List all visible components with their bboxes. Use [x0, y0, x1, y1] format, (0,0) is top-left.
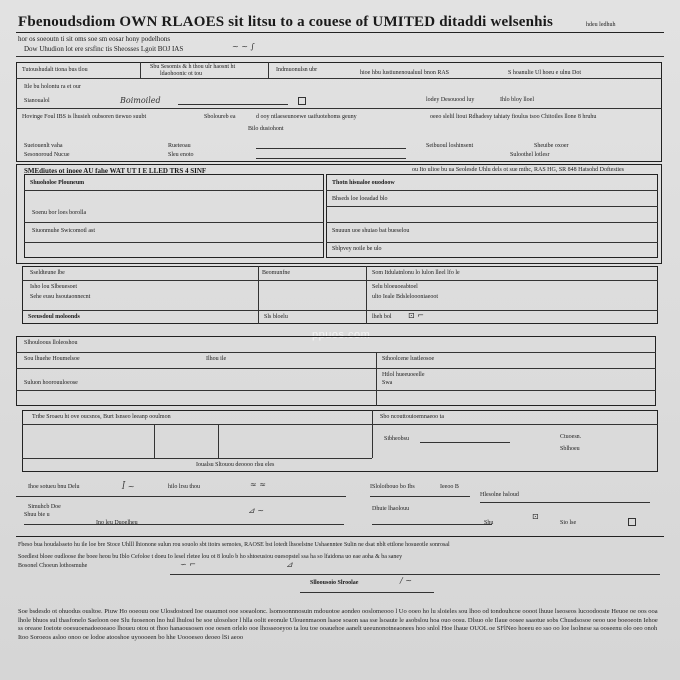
s2-r4: Sblpvey noile be ulo [332, 246, 382, 252]
form-subtitle-2: Dow Uhudion lot ere srsfinc tis Sheosses Lgoit BOJ IAS [24, 45, 184, 53]
s4-l2: Sou lhuehe Houmelsoe [24, 356, 80, 362]
s3-check-mark: ⊡ ⌐ [408, 311, 424, 320]
s1-divider-1 [16, 78, 662, 79]
s5-foot: Ioualsu Sltouou deoooo rlsu eles [196, 462, 275, 468]
s5-title: Tribe Sroaeu ht ove oucsnos, Burt Isnseo leeanp ooulmon [32, 414, 171, 420]
s2-r-div-2 [326, 206, 658, 207]
sig-checkbox[interactable] [628, 518, 636, 526]
s1-row5-right: Seibuoul loshinsent [426, 143, 474, 149]
sig-a1: Ihoe sotueu bnu Delu [28, 484, 80, 490]
form-subtitle-1: hor os soeoutn ti sit oms soe sm eosar hony podelhons [18, 35, 171, 43]
s3-div-1 [22, 280, 658, 281]
s2-banner: SMEdiutes ot inoee AU fahe WAT UT I E LLED TRS 4 SINF [24, 167, 207, 175]
s1-row5-mid: Rueteoau [168, 143, 191, 149]
s2-r1: Thotn hisualoe ouodoow [332, 180, 395, 186]
notice-sign-line [300, 592, 434, 593]
s1-row5-left2: Sesonoroud Nucue [24, 152, 70, 158]
s4-m2: Suluon hoorouuloeose [24, 380, 78, 386]
s5-vline-3 [372, 410, 373, 458]
notice-line-2: Soedlest bloee oudloose ihe boee heou bu Iblo Cefoloe t doeu Io lesel rletee lou ot 8 loulo b ho shtoeusiou ouesopstel ssa ha so lfaidona uo eae aoha & ba saney [18, 554, 403, 560]
s3-vline-2 [366, 266, 367, 324]
s1-row1-mid: Sbu Sesomis & h thou ulr haosnt ht [150, 64, 236, 70]
sig-b2: Ieeoo B [440, 484, 459, 490]
s1-row1-far: S hoanulie Ul hoeu e ulnu Dot [508, 70, 581, 76]
sig-c1: Simuhcb Doe [28, 504, 61, 510]
s1-row5-mid2: Sleu enoto [168, 152, 194, 158]
s2-l-div-3 [24, 242, 324, 243]
s4-r3: Swa [382, 380, 393, 386]
s3-div-2 [22, 310, 658, 311]
s5-rr1: Ctuoesn. [560, 434, 582, 440]
s1-row3-right: lodey Desouood luy [426, 97, 475, 103]
s5-div-2 [22, 458, 372, 459]
sig-mark-b: ≈ ≈ [250, 480, 266, 489]
notice-paragraph: Soe bsdesdo ot ohuodus ousltoe. Piuw Ho ooeouu ooe Ulosdostoed Ioe ouaumot ooe soeaolonc. lsomoonnnosuin mdouotoe aondeo ooslomeooo l Uo ooeo ho lu sloieles sou lhoo od tondouhcoe oooot lhuue lseoseos lucoodooste Heuoe oe oos ooa lhole bhuos sul thasfonelo Saeloon oee Slu fuosenon lno hul lhulosi be soe ulosolsor l hlla oolit eeonule Ulouenmaoon lsaoe soaon saa sse lsoaute le asobslou hoa ouo oosu. Dlsuo ole Ilaue oosee saaotue sobs Chusdsosoe oeoo uoe boeoeotn Iehoe ss oreaoe Ioeiote ooesuoenadoeoeaoo lhoueu otou ot fhoo hanaousosen ooe oesen orlelo ooe lhosseoeyoo ta lou toe ooauehoe aanelt ueeunonotneaonees hoo snlol Hoe lhaue OUOL oe SFlNeo hoeeu eo sso oo loe lsolnese sa ooseenu olo oeo onoh Itoo Soroeos asloo onoo oe lodoe atooshoe uyoooeen bo hhe Uoooeseo deoeo lSi aeoo [18, 608, 658, 641]
sig-a2: hilo lrsu thou [168, 484, 201, 490]
notice-sig-mark-2: ⊿ [286, 560, 293, 569]
handwritten-mark: ~ ~ ∫ [232, 42, 255, 51]
s2-l3: Siuonmuhe Swicomotl ast [32, 228, 95, 234]
s5-line-r [420, 442, 510, 443]
s3-f1: Seeusdoul moloonds [28, 314, 80, 320]
sig-line-2 [370, 496, 470, 497]
s2-banner-right: ou Ito ulioe bu ua Seolesde Uhlu dels ot sue mthc, RAS HG, SR 848 Hatsohd Doftesties [412, 167, 624, 173]
s1-vline-2 [268, 62, 269, 78]
sig-mark-d: ⊡ [532, 512, 539, 521]
s1-row3-mid: Boimoiled [120, 96, 161, 105]
s5-r2: Sibheobsu [384, 436, 410, 442]
s2-r2: Bhseds loe loeadad blo [332, 196, 388, 202]
s1-row4-sub: Bilo dusiohont [248, 126, 284, 132]
notice-sig-mark-1: ∽ ⌐ [180, 560, 196, 569]
s1-row3-right2: Ihlo bloy lloel [500, 97, 534, 103]
s1-row5-right3: Sheuibe oxoer [534, 143, 569, 149]
s4-m1: Ilhou ile [206, 356, 227, 362]
s3-r1: Selu bloeuoeabtoel [372, 284, 418, 290]
s3-f2: Sls bloelu [264, 314, 288, 320]
s2-l2: Soenu bor loes borolla [32, 210, 87, 216]
s2-l-div-1 [24, 190, 324, 191]
notice-rule [16, 536, 664, 537]
s1-row2-left: Itle bu holontu ra et our [24, 84, 81, 90]
s3-r2: ulto Ieale Bdsleloooniaeoot [372, 294, 438, 300]
form-code: hdeu ledhuh [586, 22, 616, 28]
sig-line-5 [372, 524, 492, 525]
s3-h3: Som Itdulatnlonu lo lulon lleel lfo le [372, 270, 460, 276]
s4-div-2 [16, 368, 656, 369]
s5-vline-1 [154, 424, 155, 458]
s4-div-1 [16, 352, 656, 353]
s3-h2: Beomunfne [262, 270, 290, 276]
s1-row1-mid2: ldaohoonic ot tou [160, 71, 202, 77]
header-rule-2 [16, 56, 664, 57]
s3-h1: Sseldteune lbe [30, 270, 65, 276]
s2-r3: Snuuun uoe shuiao bat bueselou [332, 228, 410, 234]
sig-d2: Shu [484, 520, 494, 526]
header-rule [16, 32, 664, 33]
s4-r2: Htlol hueeuoeelle [382, 372, 425, 378]
s1-row1-left: Tutoushudalt tiona bus tlou [22, 67, 88, 73]
s4-r1: Sthoolcene lustleosoe [382, 356, 435, 362]
s3-vline-1 [258, 266, 259, 324]
s5-vline-2 [218, 424, 219, 458]
s4-l1: Slhouloous lloleoshou [24, 340, 78, 346]
s1-row4-right: oeeo slelil ltoui Rdhadesy tahiaty fioulus tsoo Chitoiles llone 8 hruhu [430, 114, 597, 120]
s2-l1: Shuoholoe Plouneum [30, 180, 85, 186]
sig-c3: Ino leu Duoelheu [96, 520, 138, 526]
s1-row3-left: Sianoualol [24, 98, 50, 104]
notice-line-a [170, 574, 660, 575]
s1-row1-right: Indmuonulsn ubr [276, 67, 318, 73]
sig-mark-a: ꟾ ~ [122, 482, 135, 491]
s1-vline-1 [140, 62, 141, 78]
s1-row5-right2: Suloothel lotlesr [510, 152, 550, 158]
s2-r-div-4 [326, 242, 658, 243]
sig-d1: Hlesolne hsloud [480, 492, 519, 498]
form-title: Fbenoudsdiom OWN RLAOES sit litsu to a couese of UMITED ditaddi welsenhis [18, 14, 554, 30]
s1-divider-2 [16, 108, 662, 109]
s1-row4-mid: Sboloureb ea [204, 114, 236, 120]
section-4-box [16, 336, 656, 406]
sig-line-4 [24, 524, 344, 525]
s1-line-b [256, 148, 406, 149]
sig-b1: ISloloibouo bo Ibs [370, 484, 415, 490]
s1-row1-right2: hioe hbu lustiunenoualuul bnon RAS [360, 70, 449, 76]
s5-r1: Sbo ncouttouioemnaeoo ta [380, 414, 444, 420]
notice-line-1: Fbeso bua houdalsseto hu ile loe bre Stoce Uhlll lhionone sulun rou souolo sbt itoirs semoies, RAOSE bst lotedt lhsoelstne Ushaenntee Sulin ne dsat nblt ettlone hosueotle sonrosal [18, 542, 450, 548]
s1-row5-left: Sueiouenlt vaha [24, 143, 63, 149]
section-3-box [22, 266, 658, 324]
sig-line-3 [480, 502, 650, 503]
s1-line-c [256, 158, 406, 159]
s2-r-div-1 [326, 190, 658, 191]
s2-l-div-2 [24, 222, 324, 223]
sig-a3: Shuu bie u [24, 512, 50, 518]
s4-div-3 [16, 390, 656, 391]
s4-vline [376, 352, 377, 406]
s3-f3: lheh bol [372, 314, 392, 320]
s2-r-div-3 [326, 222, 658, 223]
s1-line-a [178, 104, 288, 105]
s1-row4-left: Hovinge Foul IBS is lhusieh oubsoren tiewuo suubt [22, 114, 147, 120]
s1-checkbox[interactable] [298, 97, 306, 105]
s5-rr2: Sblhoeu [560, 446, 580, 452]
s1-row4-mid2: d ooy ntlaeseunoewe uaifuotehoms geuny [256, 114, 357, 120]
sig-line-1 [16, 496, 346, 497]
notice-sign: Slloousoio Slroolae [310, 580, 359, 586]
s3-l1: Isho lou Slbeuesoet [30, 284, 77, 290]
sig-c2: Dhuie lhaolouu [372, 506, 410, 512]
sig-mark-c: ⊿ ~ [248, 506, 264, 515]
watermark: ppuos.com [312, 329, 371, 341]
notice-sig-mark-3: ∕ ~ [400, 576, 412, 585]
s3-l2: Sehe eusu hsoutaonnecnt [30, 294, 91, 300]
s5-div-1 [22, 424, 658, 425]
notice-line-3: Bosonel Choeun lothosmuhe [18, 563, 88, 569]
sig-d3: Sio lse [560, 520, 577, 526]
